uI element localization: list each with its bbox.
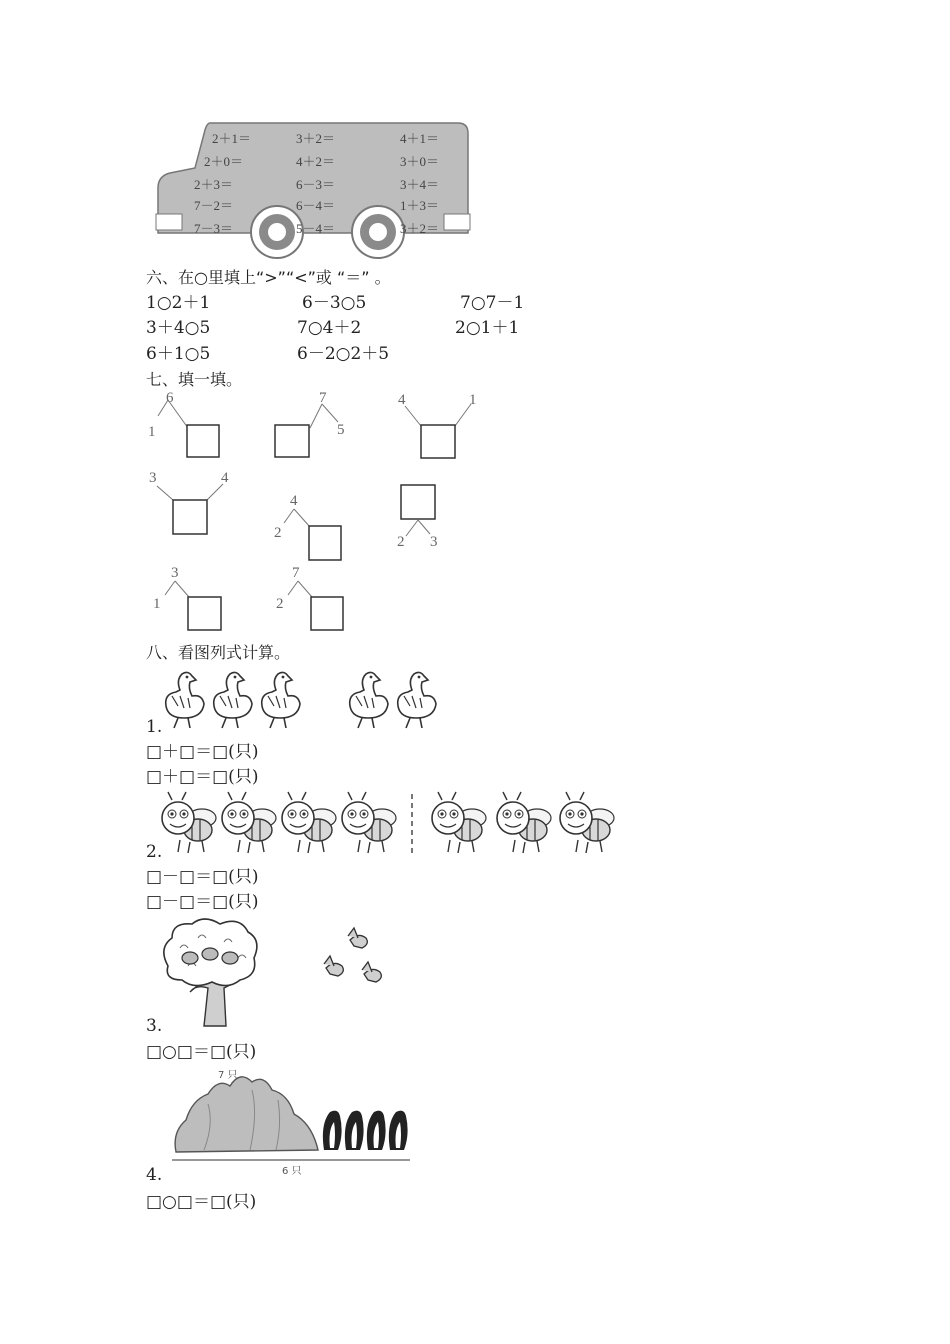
compare-3-1: 6＋1○5 xyxy=(146,344,211,364)
bond-8-top: 7 xyxy=(292,565,300,581)
bond-5-side: 2 xyxy=(274,525,282,541)
number-bond-6 xyxy=(392,482,462,557)
bond-7-side: 1 xyxy=(153,596,161,612)
number-bond-8 xyxy=(270,563,360,638)
number-bond-3 xyxy=(393,390,493,465)
number-bond-1 xyxy=(140,390,230,465)
bond-4-left: 3 xyxy=(149,470,157,486)
bus-eq-2-3: 6－3＝ xyxy=(296,177,336,192)
bus-eq-2-5: 5－4＝ xyxy=(296,221,336,236)
bond-2-side: 5 xyxy=(337,422,345,438)
bus-eq-2-1: 3＋2＝ xyxy=(296,131,336,146)
q4-label: 4. xyxy=(146,1165,163,1185)
mountain-penguins-illustration xyxy=(168,1064,418,1177)
tree-birds-illustration xyxy=(158,918,388,1030)
bond-6-bottom-left: 2 xyxy=(397,534,405,550)
bus-eq-1-5: 7－3＝ xyxy=(194,221,234,236)
compare-2-2: 7○4＋2 xyxy=(297,318,362,338)
bond-6-bottom-right: 3 xyxy=(430,534,438,550)
compare-1-2: 6－3○5 xyxy=(302,293,367,313)
bus-eq-3-4: 1＋3＝ xyxy=(400,198,440,213)
number-bond-7 xyxy=(145,563,235,638)
bond-3-left: 4 xyxy=(398,392,406,408)
bus-eq-1-1: 2＋1＝ xyxy=(212,131,252,146)
section-8-title: 八、看图列式计算。 xyxy=(146,643,291,662)
section-7-title: 七、填一填。 xyxy=(146,370,243,389)
q3-label: 3. xyxy=(146,1016,163,1036)
bus-eq-3-2: 3＋0＝ xyxy=(400,154,440,169)
bond-7-top: 3 xyxy=(171,565,179,581)
compare-1-1: 1○2＋1 xyxy=(146,293,211,313)
q4-bottom-label: 6 只 xyxy=(282,1166,302,1177)
number-bond-5 xyxy=(268,493,358,568)
compare-1-3: 7○7－1 xyxy=(460,293,525,313)
geese-illustration xyxy=(158,664,448,734)
bond-3-right: 1 xyxy=(469,392,477,408)
bus-eq-2-4: 6－4＝ xyxy=(296,198,336,213)
bond-1-top: 6 xyxy=(166,390,174,406)
bees-illustration xyxy=(158,790,620,858)
section-6-title: 六、在○里填上“>”“<”或 “＝” 。 xyxy=(146,268,391,287)
bus-eq-1-3: 2＋3＝ xyxy=(194,177,234,192)
bond-5-top: 4 xyxy=(290,493,298,509)
number-bond-2 xyxy=(270,390,360,465)
q2-label: 2. xyxy=(146,842,163,862)
bus-eq-3-1: 4＋1＝ xyxy=(400,131,440,146)
bond-8-side: 2 xyxy=(276,596,284,612)
bond-4-right: 4 xyxy=(221,470,229,486)
compare-2-3: 2○1＋1 xyxy=(455,318,520,338)
q4-equation: □○□＝□(只) xyxy=(146,1192,257,1212)
bus-eq-1-2: 2＋0＝ xyxy=(204,154,244,169)
bond-1-side: 1 xyxy=(148,424,156,440)
q4-top-label: 7 只 xyxy=(218,1070,238,1081)
bond-2-top: 7 xyxy=(319,390,327,406)
q2-equation-2: □－□＝□(只) xyxy=(146,892,259,912)
bus-eq-3-5: 3＋2＝ xyxy=(400,221,440,236)
bus-eq-3-3: 3＋4＝ xyxy=(400,177,440,192)
q1-label: 1. xyxy=(146,717,163,737)
compare-2-1: 3＋4○5 xyxy=(146,318,211,338)
bus-eq-1-4: 7－2＝ xyxy=(194,198,234,213)
compare-3-2: 6－2○2＋5 xyxy=(297,344,390,364)
q1-equation-1: □＋□＝□(只) xyxy=(146,742,259,762)
q3-equation: □○□＝□(只) xyxy=(146,1042,257,1062)
q2-equation-1: □－□＝□(只) xyxy=(146,867,259,887)
q1-equation-2: □＋□＝□(只) xyxy=(146,767,259,787)
bus-eq-2-2: 4＋2＝ xyxy=(296,154,336,169)
number-bond-4 xyxy=(145,468,245,543)
